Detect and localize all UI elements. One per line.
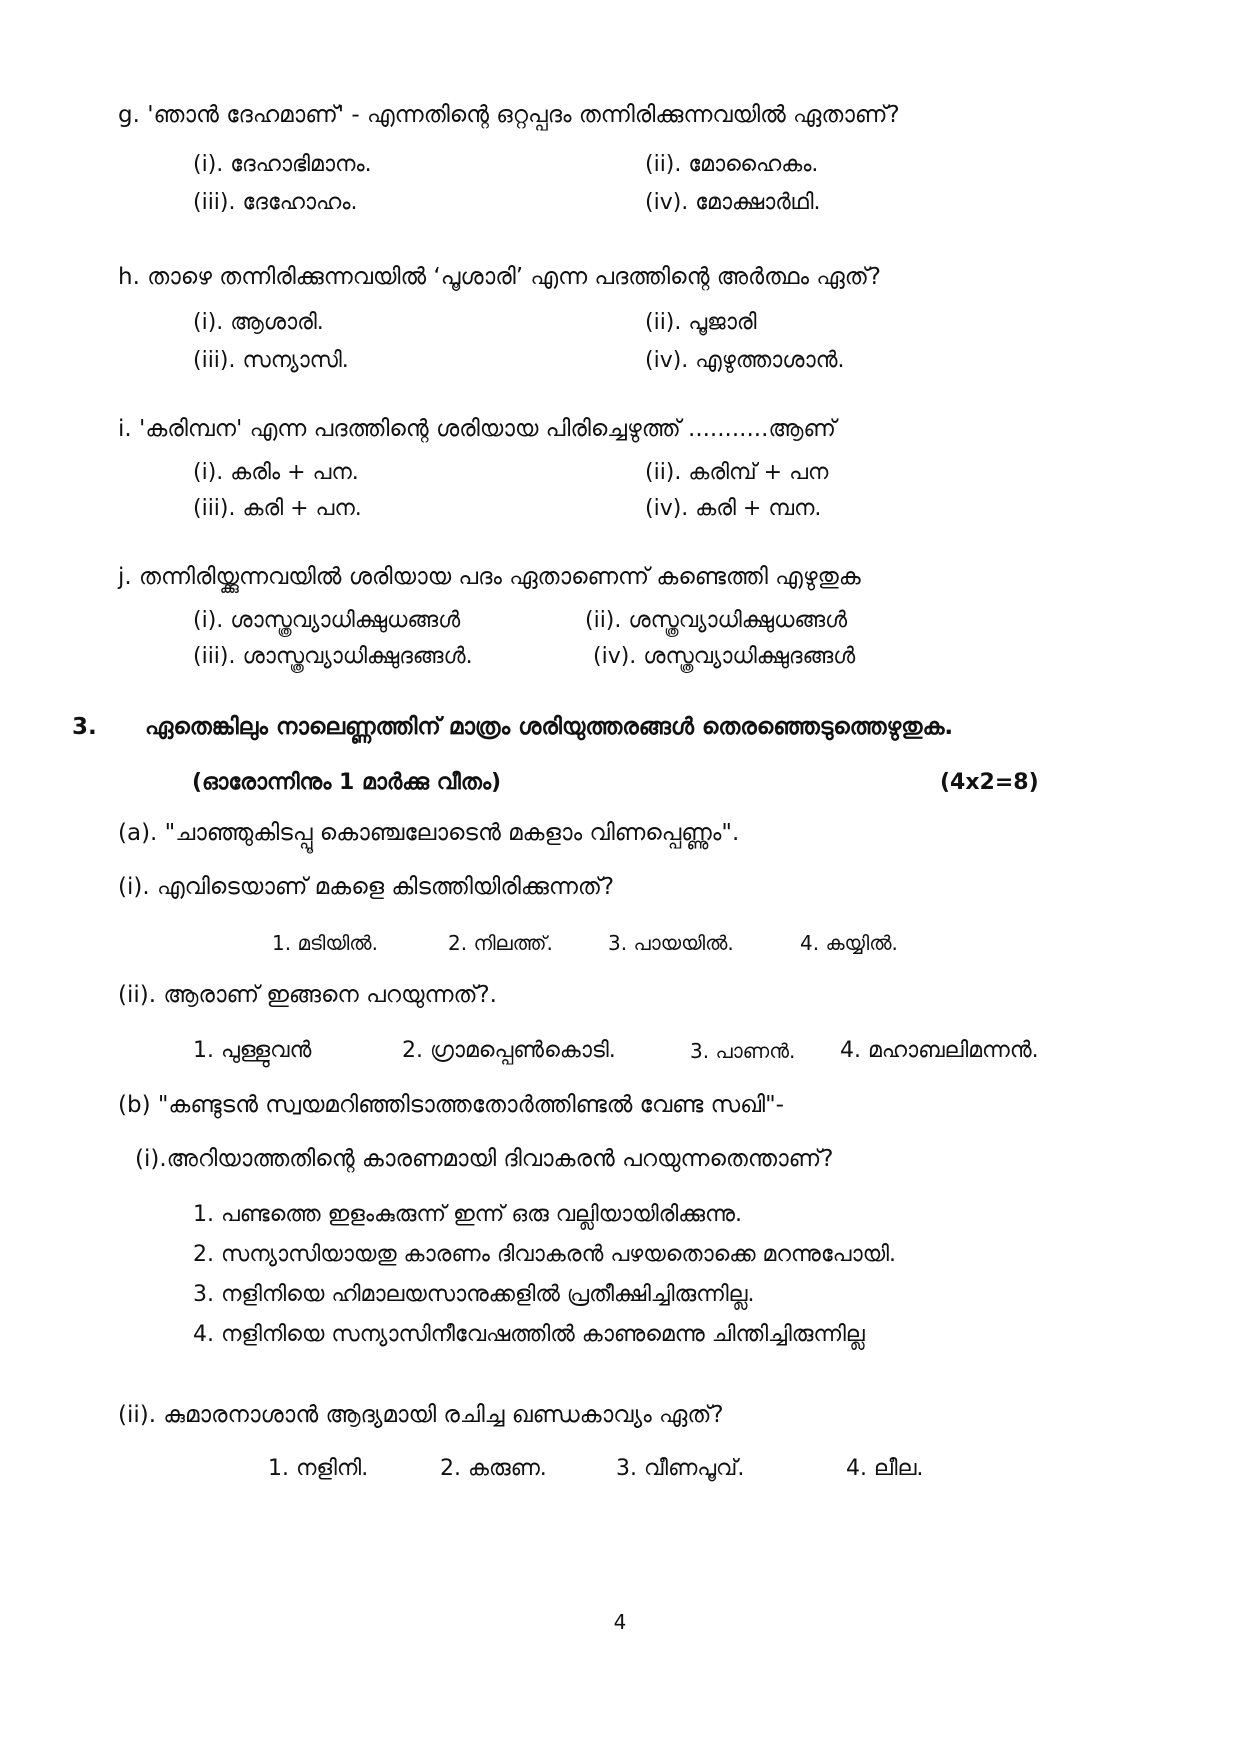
question-a-ii: (ii). ആരാണ് ഇങ്ങനെ പറയുന്നത്?. [118,982,497,1008]
option-i-i: (i). കരിം + പന. [193,460,359,485]
option-b-i-2: 2. സന്യാസിയായതു കാരണം ദിവാകരൻ പഴയതൊക്കെ മറന്നുപോയി. [193,1242,896,1267]
option-g-iv: (iv). മോക്ഷാർഥി. [645,190,821,215]
option-a-ii-1: 1. പുള്ളുവൻ [193,1038,312,1063]
option-i-iv: (iv). കരി + മ്പന. [645,496,822,521]
option-a-i-2: 2. നിലത്ത്. [448,931,553,955]
question-b-ii: (ii). കുമാരനാശാൻ ആദ്യമായി രചിച്ച ഖണ്ഡകാവ്യം ഏത്? [118,1402,724,1428]
option-g-ii: (ii). മോഹൈകം. [645,152,819,177]
option-j-iii: (iii). ശാസ്ത്രവ്യാധിക്ഷുദങ്ങൾ. [193,644,473,669]
option-b-i-3: 3. നളിനിയെ ഹിമാലയസാനുക്കളിൽ പ്രതീക്ഷിച്ചിരുന്നില്ല. [193,1282,755,1307]
option-b-ii-3: 3. വീണപൂവ്. [616,1456,745,1481]
question-i: i. 'കരിമ്പന' എന്ന പദത്തിന്റെ ശരിയായ പിരിച്ചെഴുത്ത് ...........ആണ് [118,416,836,442]
option-b-ii-1: 1. നളിനി. [268,1456,369,1481]
option-h-ii: (ii). പൂജാരി [645,310,757,335]
option-g-i: (i). ദേഹാഭിമാനം. [193,152,372,177]
question-j: j. തന്നിരിയ്ക്കുന്നവയിൽ ശരിയായ പദം ഏതാണെന്ന് കണ്ടെത്തി എഴുതുക [118,564,861,590]
question-a-i: (i). എവിടെയാണ് മകളെ കിടത്തിയിരിക്കുന്നത്? [118,874,615,900]
marks-note: (ഓരോന്നിനും 1 മാർക്കു വീതം) [192,770,502,795]
option-a-ii-3: 3. പാണൻ. [690,1039,796,1063]
section-heading: ഏതെങ്കിലും നാലെണ്ണത്തിന് മാത്രം ശരിയുത്തരങ്ങൾ തെരഞ്ഞെടുത്തെഴുതുക. [145,714,954,740]
option-b-i-1: 1. പണ്ടത്തെ ഇളംകുരുന്ന് ഇന്ന് ഒരു വല്ലിയായിരിക്കുന്നു. [193,1202,742,1227]
question-g: g. 'ഞാൻ ദേഹമാണ്' - എന്നതിന്റെ ഒറ്റപ്പദം തന്നിരിക്കുന്നവയിൽ ഏതാണ്? [118,102,900,128]
option-j-i: (i). ശാസ്ത്രവ്യാധിക്ഷുധങ്ങൾ [193,608,461,633]
option-h-iii: (iii). സന്യാസി. [193,348,349,373]
option-j-iv: (iv). ശസ്ത്രവ്യാധിക്ഷുദങ്ങൾ [593,644,856,669]
option-b-ii-2: 2. കരുണ. [440,1456,547,1481]
option-a-i-4: 4. കയ്യിൽ. [800,931,898,955]
option-h-iv: (iv). എഴുത്താശാൻ. [645,348,845,373]
option-b-i-4: 4. നളിനിയെ സന്യാസിനീവേഷത്തിൽ കാണുമെന്നു ചിന്തിച്ചിരുന്നില്ല [193,1322,865,1347]
section-number: 3. [72,714,97,740]
quote-b: (b) "കണ്ടുടൻ സ്വയമറിഞ്ഞിടാത്തതോർത്തിണ്ടൽ വേണ്ട സഖി"- [118,1092,784,1118]
option-i-iii: (iii). കരി + പന. [193,496,362,521]
option-g-iii: (iii). ദേഹോഹം. [193,190,358,215]
option-a-ii-2: 2. ഗ്രാമപ്പെൺകൊടി. [402,1038,616,1063]
option-a-i-3: 3. പായയിൽ. [608,931,734,955]
option-j-ii: (ii). ശസ്ത്രവ്യാധിക്ഷുധങ്ങൾ [585,608,848,633]
page-number: 4 [613,1610,627,1634]
marks-total: (4x2=8) [940,770,1039,795]
option-a-ii-4: 4. മഹാബലിമന്നൻ. [840,1038,1039,1063]
question-b-i: (i).അറിയാത്തതിന്റെ കാരണമായി ദിവാകരൻ പറയുന്നതെന്താണ്? [135,1146,834,1172]
option-b-ii-4: 4. ലീല. [846,1456,924,1481]
option-i-ii: (ii). കരിമ്പ് + പന [645,460,829,485]
question-h: h. താഴെ തന്നിരിക്കുന്നവയിൽ ‘പൂശാരി’ എന്ന പദത്തിന്റെ അർത്ഥം ഏത്? [118,264,881,290]
option-a-i-1: 1. മടിയിൽ. [272,931,378,955]
option-h-i: (i). ആശാരി. [193,310,324,335]
quote-a: (a). "ചാഞ്ഞുകിടപ്പൂ കൊഞ്ചലോടെൻ മകളാം വിണപ്പെണ്ണും". [118,820,740,846]
